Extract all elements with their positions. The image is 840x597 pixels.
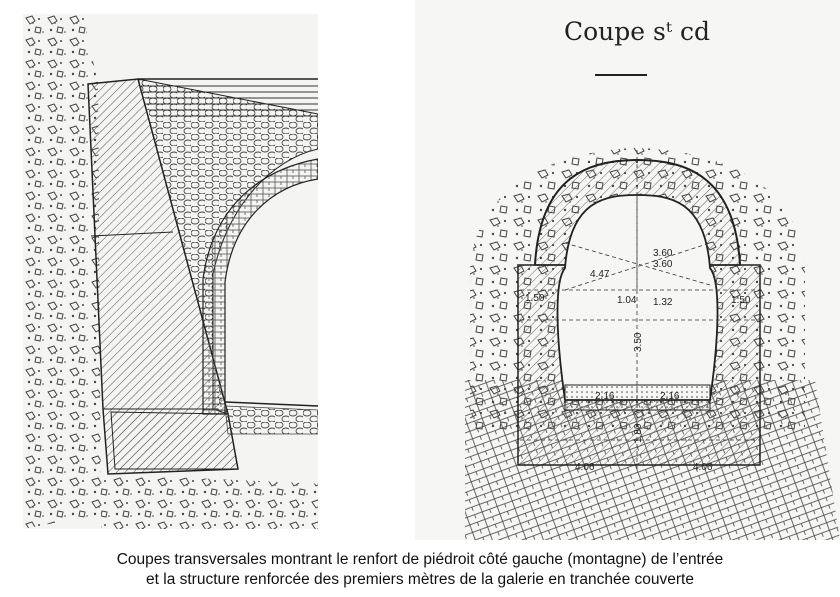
dim-h-base: 1.80	[633, 423, 644, 443]
dim-r3: 4.47	[590, 269, 610, 280]
dim-r1: 3.60	[653, 248, 673, 259]
dim-b-left: 2.16	[595, 391, 615, 402]
road-bed	[225, 406, 318, 434]
dim-f-left: 4.06	[575, 462, 595, 473]
right-section-drawing	[415, 0, 840, 540]
dim-w-mid2: 1.32	[653, 297, 673, 308]
dim-r2: 3.60	[653, 259, 673, 270]
figure-title: Coupe sᵗ cd	[564, 17, 710, 46]
dim-w-left: 1.50	[525, 293, 545, 304]
invert-slab	[565, 385, 710, 410]
left-section-svg	[23, 14, 318, 529]
caption-line-1: Coupes transversales montrant le renfort de piédroit côté gauche (montagne) de l’entrée	[116, 551, 724, 568]
dim-h-inner: 3.50	[633, 332, 644, 352]
left-section-drawing	[23, 14, 318, 529]
dim-w-mid1: 1.04	[617, 295, 637, 306]
dim-w-right: 1.50	[731, 295, 751, 306]
tunnel-opening	[558, 195, 718, 400]
dim-f-right: 4.06	[693, 462, 713, 473]
pier-footing	[111, 412, 238, 469]
caption-line-2: et la structure renforcée des premiers mètres de la galerie en tranchée couverte	[146, 571, 694, 588]
road-surface	[225, 402, 318, 406]
ground-bottom	[101, 474, 318, 529]
figure-caption	[0, 550, 840, 590]
right-section-svg	[415, 0, 840, 540]
dim-b-right: 2.16	[660, 391, 680, 402]
